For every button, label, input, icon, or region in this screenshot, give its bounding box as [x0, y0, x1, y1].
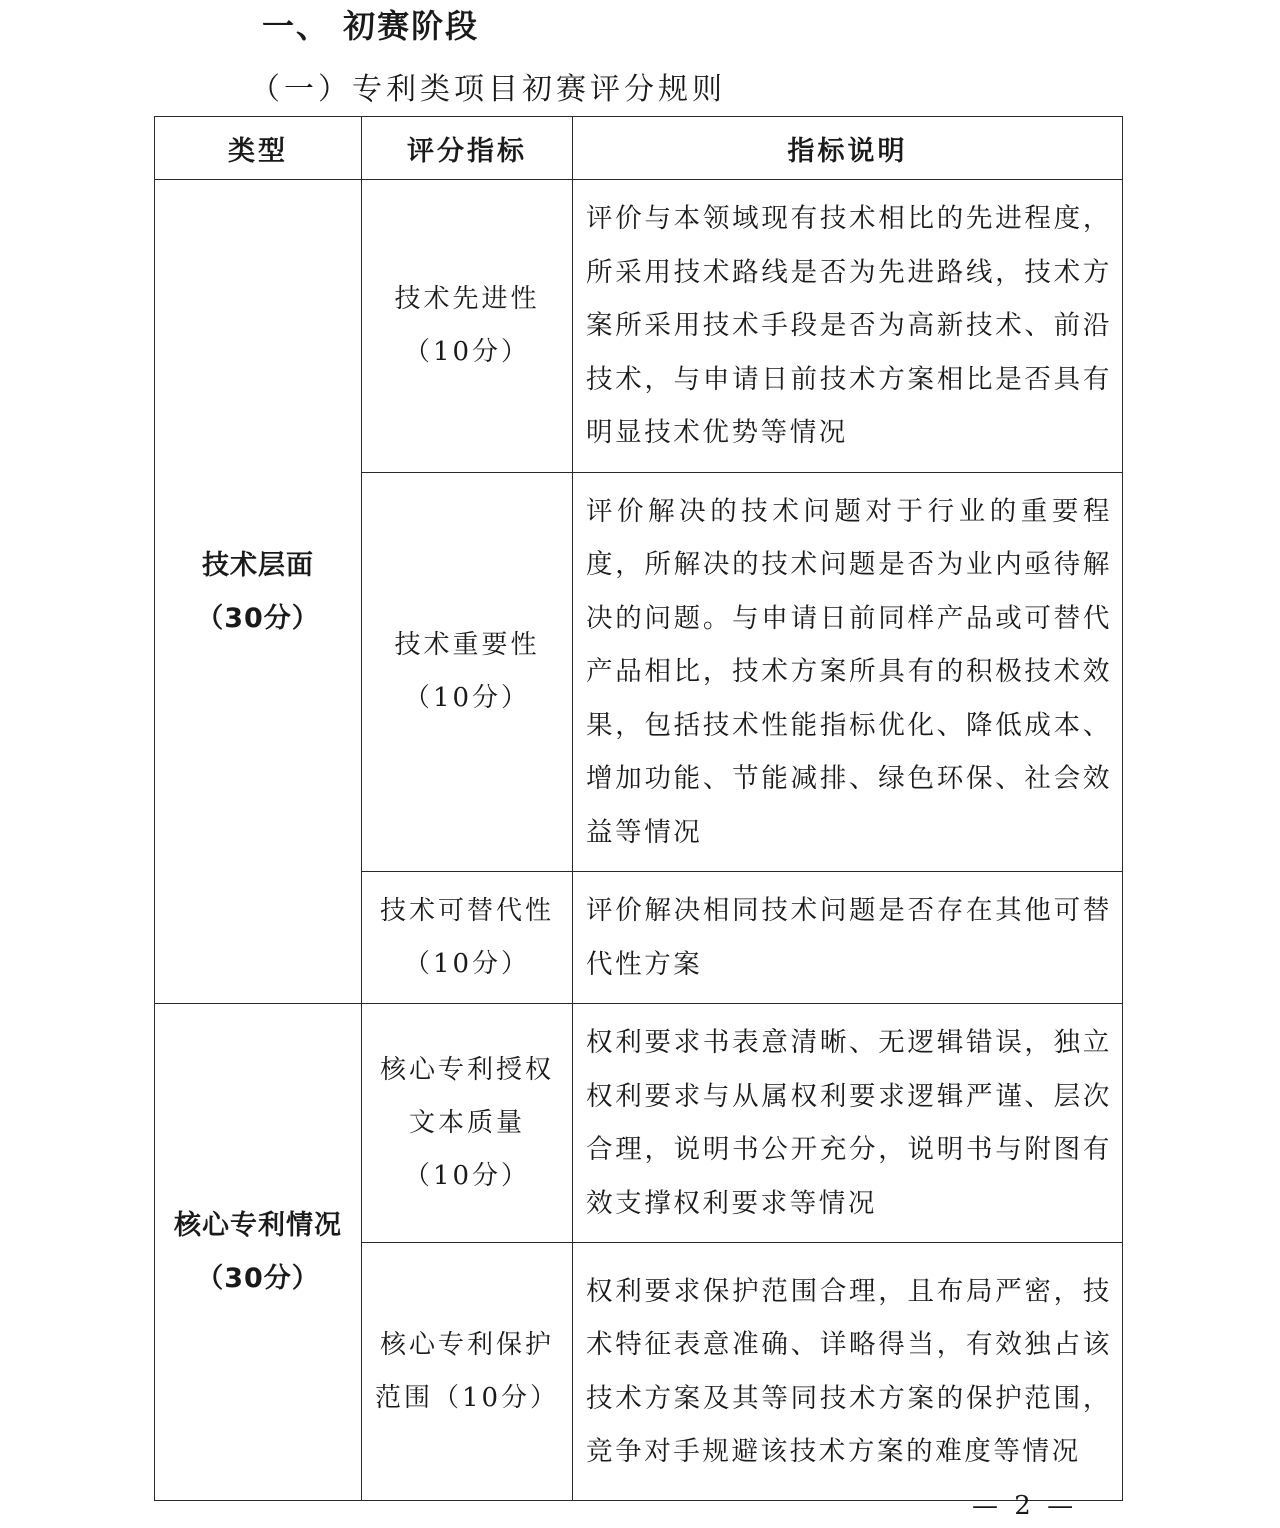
indicator-cell [362, 1004, 573, 1243]
table-header-row [155, 117, 1123, 180]
description-cell: 权利要求保护范围合理，且布局严密，技术特征表意准确、详略得当，有效独占该技术方案及其等同技术方案的保护范围，竞争对手规避该技术方案的难度等情况 [573, 1243, 1123, 1501]
type-cell-core-patent [155, 1004, 362, 1501]
indicator-score: 范围（10分） [374, 1382, 560, 1413]
indicator-score: （10分） [403, 948, 531, 979]
indicator-name-cont: 文本质量 [408, 1107, 525, 1138]
description-cell: 评价与本领域现有技术相比的先进程度，所采用技术路线是否为先进路线，技术方案所采用技术手段是否为高新技术、前沿技术，与申请日前技术方案相比是否具有明显技术优势等情况 [573, 180, 1123, 473]
header-description: 指标说明 [573, 117, 1123, 180]
indicator-name: 技术先进性 [394, 283, 540, 314]
description-cell: 评价解决的技术问题对于行业的重要程度，所解决的技术问题是否为业内亟待解决的问题。与申请日前同样产品或可替代产品相比，技术方案所具有的积极技术效果，包括技术性能指标优化、降低成本、增加功能、节能减排、绿色环保、社会效益等情况 [573, 472, 1123, 872]
indicator-score: （10分） [403, 682, 531, 713]
scoring-rules-table [154, 116, 1123, 1501]
indicator-cell [362, 1243, 573, 1501]
type-score: （30分） [196, 602, 320, 634]
indicator-name: 技术可替代性 [379, 895, 554, 926]
indicator-name: 核心专利授权 [379, 1054, 554, 1085]
indicator-cell [362, 180, 573, 473]
type-cell-technical [155, 180, 362, 1004]
indicator-name: 核心专利保护 [379, 1329, 554, 1360]
subsection-heading: （一）专利类项目初赛评分规则 [250, 72, 726, 107]
section-heading: 一、 初赛阶段 [262, 7, 480, 45]
indicator-name: 技术重要性 [394, 629, 540, 660]
table-row [155, 180, 1123, 473]
header-type: 类型 [155, 117, 362, 180]
indicator-score: （10分） [403, 336, 531, 367]
indicator-cell [362, 872, 573, 1004]
page-number: — 2 — [972, 1491, 1078, 1521]
indicator-cell [362, 472, 573, 872]
type-score: （30分） [196, 1263, 320, 1294]
type-name: 核心专利情况 [174, 1210, 342, 1241]
type-name: 技术层面 [202, 549, 314, 581]
header-indicator: 评分指标 [362, 117, 573, 180]
indicator-score: （10分） [403, 1160, 531, 1191]
description-cell: 权利要求书表意清晰、无逻辑错误，独立权利要求与从属权利要求逻辑严谨、层次合理，说明书公开充分，说明书与附图有效支撑权利要求等情况 [573, 1004, 1123, 1243]
table-row [155, 1004, 1123, 1243]
description-cell: 评价解决相同技术问题是否存在其他可替代性方案 [573, 872, 1123, 1004]
